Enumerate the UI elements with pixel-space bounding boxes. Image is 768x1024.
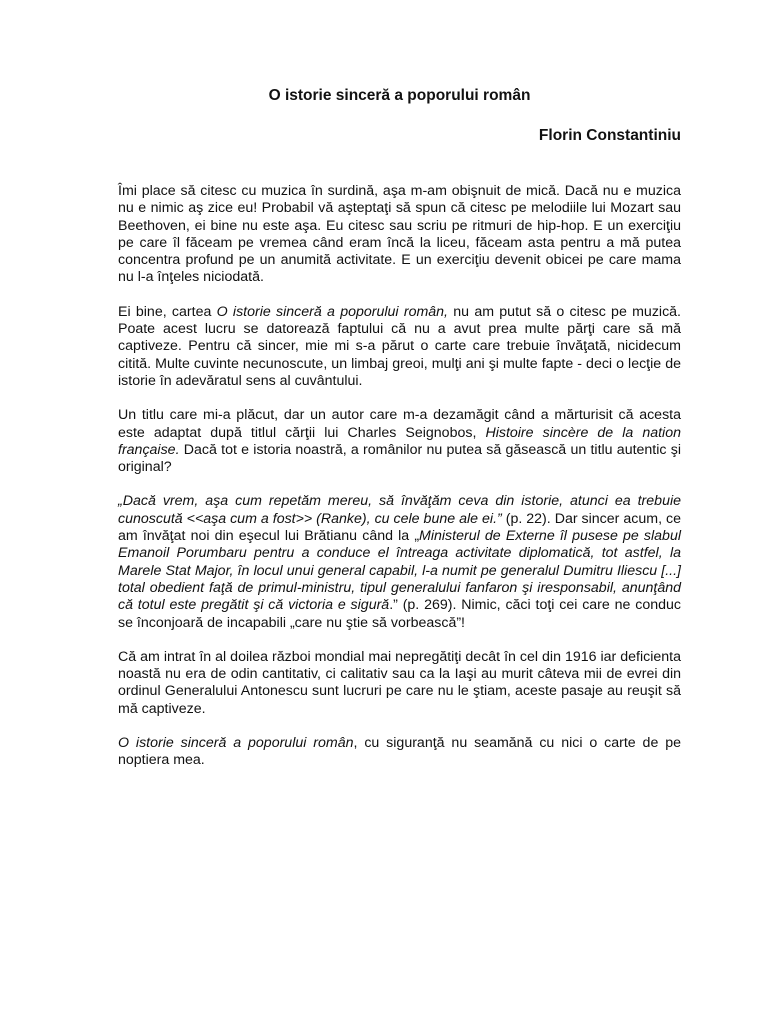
document-title: O istorie sinceră a poporului român [268,87,531,104]
document-body [118,183,681,770]
paragraph-text: nu am putut să o citesc pe muzică. Poate acest lucru se datorează faptului că nu a avut prea multe părţi care să mă captiveze. Pentru că sincer, mie mi s-a părut o carte care trebuie învăţată, nicidecum citită. Multe cuvinte necunoscute, un limbaj greoi, mulţi ani şi multe fapte - deci o lecţie de istorie în adevăratul sens al cuvântului. [118,303,681,389]
paragraph-text: Ei bine, cartea [118,303,217,320]
paragraph-5 [118,649,681,718]
quote-italic: Ministerul de Externe îl pusese pe slabul Emanoil Porumbaru pentru a conduce el întreaga activitate diplomatică, tot astfel, la Marele Stat Major, în locul unui general capabil, l-a numit pe generalul Dumitru Iliescu [...] total obedient faţă de primul-ministru, tipul generalului fanfaron şi iresponsabil, anunţând că totul este pregătit şi că victoria e sigură [118,528,681,614]
french-title-italic: Histoire sincère de la nation française. [118,424,681,458]
paragraph-text: , cu siguranţă nu seamănă cu nici o carte de pe noptiera mea. [118,735,681,769]
paragraph-4 [118,493,681,631]
paragraph-text: Că am intrat în al doilea război mondial mai nepregătiţi decât în cel din 1916 iar deficienta noastă nu era de odin cantitativ, ci calitativ sau ca la Iaşi au murit câteva mii de evrei din ordinul Generalului Antonescu sunt lucruri pe care nu le ştiam, aceste pasaje au reuşit să mă captiveze. [118,648,681,717]
book-title-italic: O istorie sinceră a poporului român, [216,303,448,320]
document-author: Florin Constantiniu [538,127,681,144]
paragraph-3 [118,407,681,476]
paragraph-text: .” (p. 269). Nimic, căci toţi cei care ne conduc se înconjoară de incapabili „care nu ştie să vorbească”! [118,597,681,631]
paragraph-1 [118,183,681,287]
document-page [118,86,681,787]
paragraph-text: Dacă tot e istoria noastră, a românilor nu putea să găsească un titlu autentic şi original? [118,441,681,476]
paragraph-text: (p. 22). Dar sincer acum, ce am învăţat noi din eşecul lui Brătianu când la „ [118,510,681,545]
paragraph-6 [118,735,681,770]
quote-italic: „Dacă vrem, aşa cum repetăm mereu, să învăţăm ceva din istorie, atunci ea trebuie cunoscută <<aşa cum a fost>> (Ranke), cu cele bune ale ei.” [118,493,681,527]
paragraph-2 [118,304,681,390]
paragraph-text: Îmi place să citesc cu muzica în surdină, aşa m-am obişnuit de mică. Dacă nu e muzica nu e nimic aş zice eu! Probabil vă aşteptaţi să spun că citesc pe melodiile lui Mozart sau Beethoven, ei bine nu este aşa. Eu citesc sau scriu pe ritmuri de hip-hop. E un exerciţiu pe care îl făceam pe vremea când eram încă la liceu, făceam asta pentru a mă putea concentra profund pe un anumită activitate. E un exerciţiu devenit obicei pe care mama nu l-a înţeles niciodată. [118,183,681,286]
book-title-italic: O istorie sinceră a poporului român [118,735,354,752]
paragraph-text: Un titlu care mi-a plăcut, dar un autor care m-a dezamăgit când a mărturisit că acesta este adaptat după titlul cărţii lui Charles Seignobos, [118,407,681,441]
